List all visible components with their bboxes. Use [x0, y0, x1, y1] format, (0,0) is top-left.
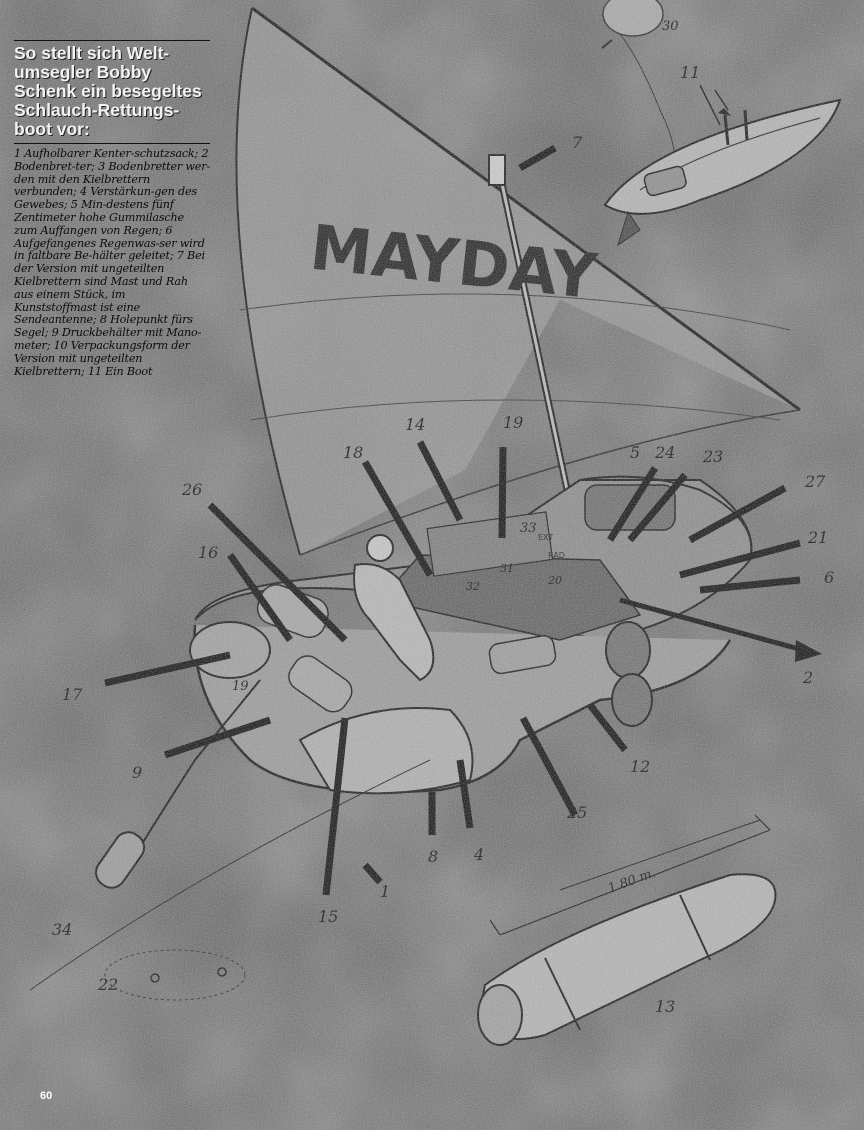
mid-rule [14, 143, 210, 144]
caption-block [14, 40, 210, 378]
top-rule [14, 40, 210, 41]
caption-text: 1 Aufholbarer Kenter-schutzsack; 2 Bodenbret-ter; 3 Bodenbretter wer-den mit den Kielbrettern verbunden; 4 Verstärkun-gen des Gewebes; 5 Min-destens fünf Zentimeter hohe Gummilasche zum Auffangen von Regen; 6 Aufgefangenes Regenwas-ser wird in faltbare Be-hälter geleitet; 7 Bei der Version mit ungeteilten Kielbrettern sind Mast und Rah aus einem Stück, im Kunststoffmast ist eine Sendeantenne; 8 Holepunkt fürs Segel; 9 Druckbehälter mit Mano-meter; 10 Verpackungsform der Version mit ungeteilten Kielbrettern; 11 Ein Boot [14, 147, 210, 378]
headline: So stellt sich Welt-umsegler Bobby Schenk ein besegeltes Schlauch-Rettungs-boot vor: [14, 43, 202, 139]
page-number: 60 [40, 1090, 53, 1102]
